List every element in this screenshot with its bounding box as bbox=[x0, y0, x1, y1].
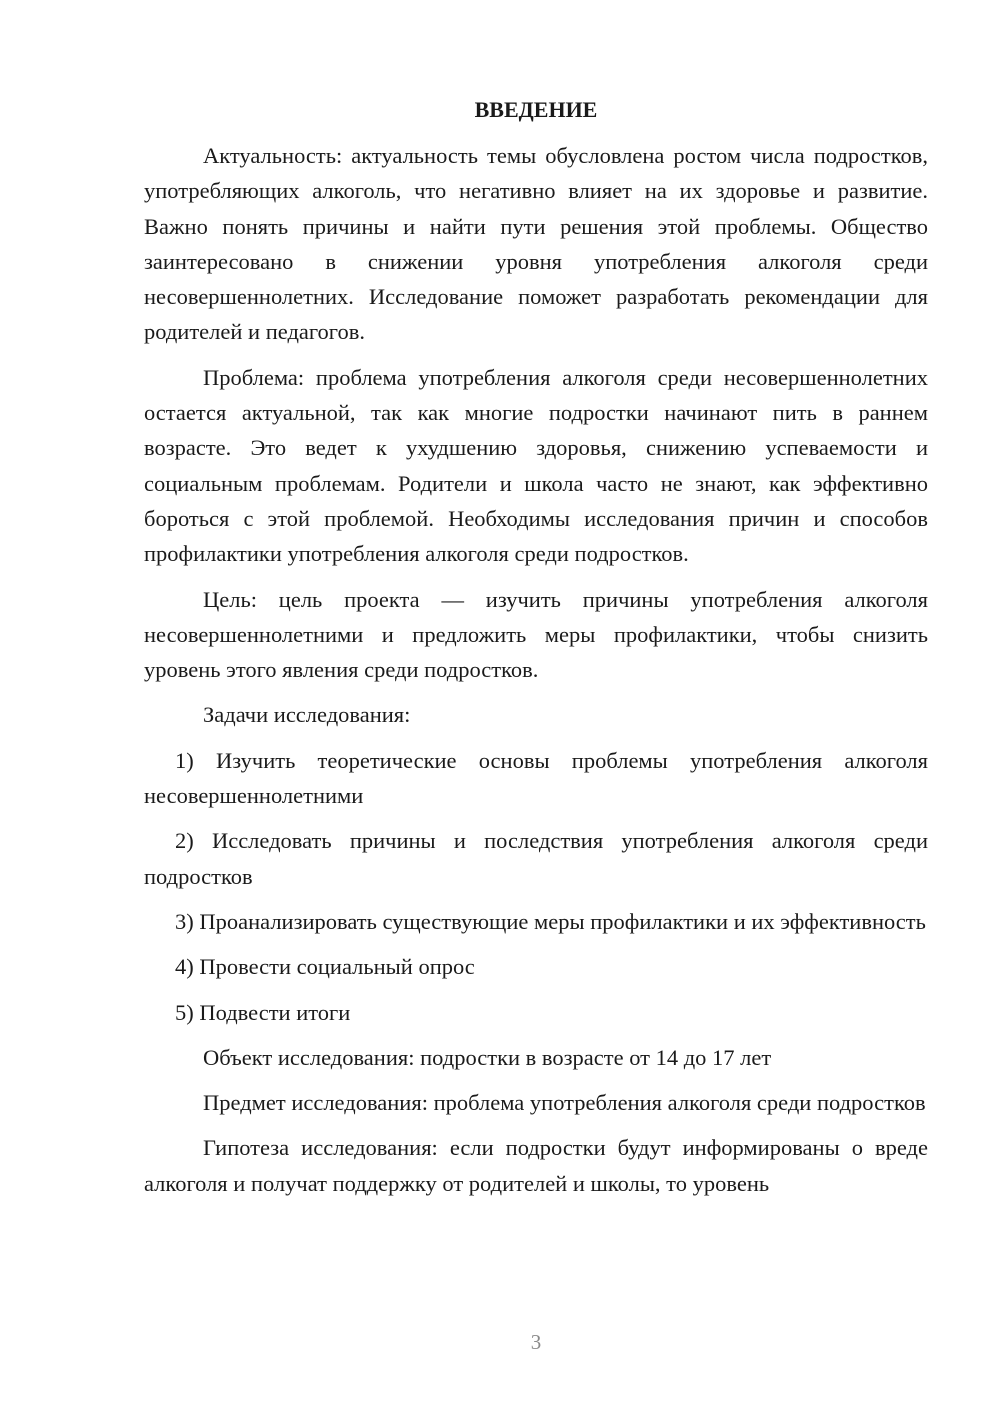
paragraph-relevance: Актуальность: актуальность темы обусловлена ростом числа подростков, употребляющих алкоголь, что негативно влияет на их здоровье и развитие. Важно понять причины и найти пути решения этой проблемы. Общество заинтересовано в снижении уровня употребления алкоголя среди несовершеннолетних. Исследование поможет разработать рекомендации для родителей и педагогов. bbox=[144, 143, 928, 345]
task-item-1: 1) Изучить теоретические основы проблемы употребления алкоголя несовершеннолетними bbox=[144, 747, 928, 809]
paragraph-object: Объект исследования: подростки в возрасте от 14 до 17 лет bbox=[203, 1044, 772, 1070]
document-title: ВВЕДЕНИЕ bbox=[474, 97, 598, 122]
task-item-2: 2) Исследовать причины и последствия употребления алкоголя среди подростков bbox=[144, 828, 928, 889]
document-page bbox=[144, 92, 928, 1211]
paragraph-hypothesis: Гипотеза исследования: если подростки будут информированы о вреде алкоголя и получат поддержку от родителей и школы, то уровень bbox=[144, 1135, 928, 1196]
paragraph-problem: Проблема: проблема употребления алкоголя среди несовершеннолетних остается актуальной, так как многие подростки начинают пить в раннем возрасте. Это ведет к ухудшению здоровья, снижению успеваемости и социальным проблемам. Родители и школа часто не знают, как эффективно бороться с этой проблемой. Необходимы исследования причин и способов профилактики употребления алкоголя среди подростков. bbox=[144, 364, 928, 567]
task-item-3: 3) Проанализировать существующие меры профилактики и их эффективность bbox=[175, 908, 926, 934]
task-item-5: 5) Подвести итоги bbox=[175, 999, 351, 1025]
paragraph-subject: Предмет исследования: проблема употребления алкоголя среди подростков bbox=[203, 1090, 926, 1116]
paragraph-goal: Цель: цель проекта — изучить причины употребления алкоголя несовершеннолетними и предложить меры профилактики, чтобы снизить уровень этого явления среди подростков. bbox=[144, 586, 928, 683]
tasks-heading: Задачи исследования: bbox=[203, 702, 411, 728]
page-number: 3 bbox=[530, 1330, 542, 1354]
task-item-4: 4) Провести социальный опрос bbox=[175, 954, 475, 980]
